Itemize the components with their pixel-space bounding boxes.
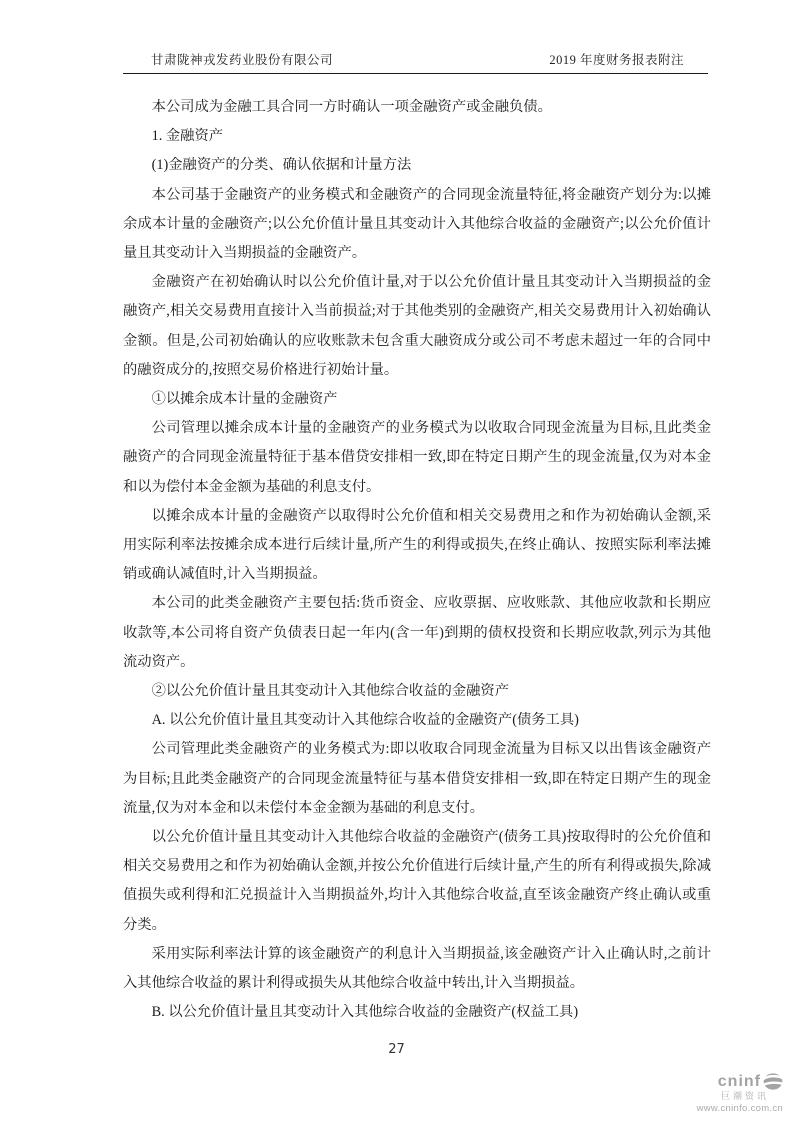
paragraph: 金融资产在初始确认时以公允价值计量,对于以公允价值计量且其变动计入当期损益的金融资产,相关交易费用直接计入当前损益;对于其他类别的金融资产,相关交易费用计入初始确认金额。但是,公司初始确认的应收账款未包含重大融资成分或公司不考虑未超过一年的合同中的融资成分的,按照交易价格进行初始计量。	[123, 274, 711, 378]
paragraph: 采用实际利率法计算的该金融资产的利息计入当期损益,该金融资产计入止确认时,之前计入其他综合收益的累计利得或损失从其他综合收益中转出,计入当期损益。	[123, 945, 711, 992]
page-header	[123, 52, 708, 74]
paragraph-heading: (1)金融资产的分类、确认依据和计量方法	[151, 157, 412, 174]
paragraph-heading: ①以摊余成本计量的金融资产	[151, 391, 338, 408]
paragraph-heading: A. 以公允价值计量且其变动计入其他综合收益的金融资产(债务工具)	[151, 712, 579, 729]
document-body	[123, 93, 711, 1028]
header-company-name: 甘肃陇神戎发药业股份有限公司	[151, 53, 334, 67]
paragraph: 以公允价值计量且其变动计入其他综合收益的金融资产(债务工具)按取得时的公允价值和相关交易费用之和作为初始确认金额,并按公允价值进行后续计量,产生的所有利得或损失,除减值损失或利得和汇兑损益计入当期损益外,均计入其他综合收益,直至该金融资产终止确认或重分类。	[123, 829, 711, 933]
page-number: 27	[388, 1042, 405, 1057]
cninfo-chinese-name: 巨潮资讯	[720, 1091, 769, 1101]
cninfo-wordmark: cninf	[717, 1072, 761, 1090]
paragraph: 本公司基于金融资产的业务模式和金融资产的合同现金流量特征,将金融资产划分为:以摊余成本计量的金融资产;以公允价值计量且其变动计入其他综合收益的金融资产;以公允价值计量且其变动计入当期损益的金融资产。	[123, 186, 711, 262]
cninfo-logo-icon	[763, 1073, 783, 1090]
paragraph-heading: B. 以公允价值计量且其变动计入其他综合收益的金融资产(权益工具)	[151, 1004, 579, 1021]
paragraph: 本公司的此类金融资产主要包括:货币资金、应收票据、应收账款、其他应收款和长期应收款等,本公司将自资产负债表日起一年内(含一年)到期的债权投资和长期应收款,列示为其他流动资产。	[123, 595, 711, 670]
paragraph: 公司管理以摊余成本计量的金融资产的业务模式为以收取合同现金流量为目标,且此类金融资产的合同现金流量特征于基本借贷安排相一致,即在特定日期产生的现金流量,仅为对本金和以为偿付本金金额为基础的利息支付。	[123, 420, 711, 495]
paragraph: 以摊余成本计量的金融资产以取得时公允价值和相关交易费用之和作为初始确认金额,采用实际利率法按摊余成本进行后续计量,所产生的利得或损失,在终止确认、按照实际利率法摊销或确认减值时,计入当期损益。	[123, 507, 711, 583]
paragraph-heading: ②以公允价值计量且其变动计入其他综合收益的金融资产	[151, 683, 510, 700]
cninfo-url: www.cninfo.com.cn	[696, 1103, 783, 1114]
cninfo-watermark	[697, 1073, 783, 1114]
paragraph: 公司管理此类金融资产的业务模式为:即以收取合同现金流量为目标又以出售该金融资产为目标;且此类金融资产的合同现金流量特征与基本借贷安排相一致,即在特定日期产生的现金流量,仅为对本金和以未偿付本金金额为基础的利息支付。	[123, 741, 711, 816]
header-doc-title: 2019 年度财务报表附注	[549, 53, 684, 67]
paragraph: 本公司成为金融工具合同一方时确认一项金融资产或金融负债。	[151, 99, 552, 115]
cninfo-logo-row	[697, 1073, 783, 1090]
paragraph-heading: 1. 金融资产	[151, 128, 224, 145]
